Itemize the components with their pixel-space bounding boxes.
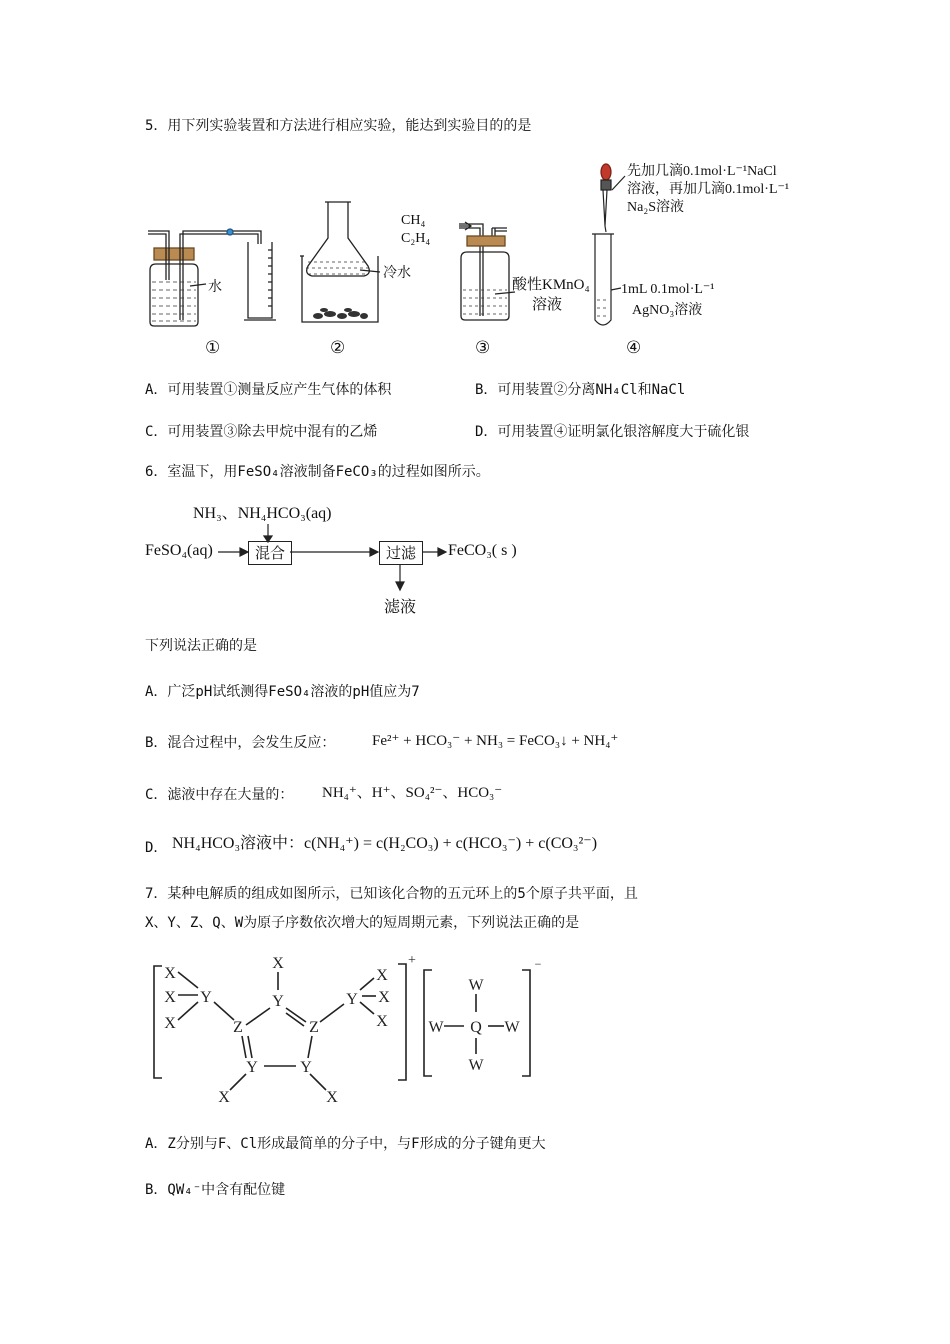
- q6-option-d-equation: NH₄HCO₃溶液中：c(NH₄⁺) = c(H₂CO₃) + c(HCO₃⁻) + c(CO₃²⁻): [172, 835, 598, 852]
- dropper-label-3: Na₂S溶液: [627, 200, 684, 215]
- atom-y: Y: [346, 991, 358, 1008]
- c2h4-label: C₂H₄: [401, 231, 431, 246]
- atom-y: Y: [300, 1059, 312, 1076]
- atom-x: X: [164, 989, 176, 1006]
- flow-product: FeCO₃( s ): [448, 542, 517, 559]
- atom-x: X: [376, 967, 388, 984]
- q5-option-d: D．可用装置④证明氯化银溶解度大于硫化银: [475, 424, 750, 440]
- flow-filter-box: 过滤: [379, 541, 423, 565]
- q7-option-a: A．Z分别与F、Cl形成最简单的分子中，与F形成的分子键角更大: [145, 1136, 546, 1152]
- atom-x: X: [164, 965, 176, 982]
- apparatus-number-4: ④: [626, 338, 642, 357]
- q5-option-b: B．可用装置②分离NH₄Cl和NaCl: [475, 382, 686, 398]
- atom-x: X: [326, 1089, 338, 1106]
- ch4-label: CH₄: [401, 213, 426, 228]
- atom-x: X: [272, 955, 284, 972]
- atom-z: Z: [233, 1019, 243, 1036]
- dropper-label-2: 溶液，再加几滴0.1mol·L⁻¹: [627, 182, 790, 197]
- atom-x: X: [378, 989, 390, 1006]
- q7-stem-2: X、Y、Z、Q、W为原子序数依次增大的短周期元素，下列说法正确的是: [145, 915, 580, 931]
- atom-w: W: [468, 977, 484, 994]
- q6-option-c-ions: NH₄⁺、H⁺、SO₄²⁻、HCO₃⁻: [322, 785, 503, 801]
- dropper-label-1: 先加几滴0.1mol·L⁻¹NaCl: [627, 164, 777, 179]
- q7-stem-1: 7．某种电解质的组成如图所示，已知该化合物的五元环上的5个原子共平面，且: [145, 886, 638, 902]
- atom-w: W: [504, 1019, 520, 1036]
- apparatus-number-1: ①: [205, 338, 221, 357]
- atom-w: W: [468, 1057, 484, 1074]
- flow-filtrate: 滤液: [384, 599, 417, 616]
- cold-water-label: 冷水: [383, 266, 411, 281]
- q5-option-a: A．可用装置①测量反应产生气体的体积: [145, 382, 392, 398]
- q6-prompt: 下列说法正确的是: [145, 638, 257, 654]
- water-label: 水: [208, 280, 222, 295]
- q5-stem: 5．用下列实验装置和方法进行相应实验，能达到实验目的的是: [145, 118, 532, 134]
- q7-structure-diagram: [140, 950, 550, 1110]
- anion-charge: −: [534, 957, 542, 971]
- q6-stem: 6．室温下，用FeSO₄溶液制备FeCO₃的过程如图所示。: [145, 464, 490, 480]
- test-tube-label-2: AgNO₃溶液: [632, 303, 703, 318]
- q6-option-a: A．广泛pH试纸测得FeSO₄溶液的pH值应为7: [145, 684, 420, 700]
- atom-y: Y: [200, 989, 212, 1006]
- flow-reagents: NH₃、NH₄HCO₃(aq): [193, 505, 332, 522]
- atom-x: X: [218, 1089, 230, 1106]
- atom-y: Y: [272, 993, 284, 1010]
- kmno4-label-2: 溶液: [532, 297, 563, 313]
- kmno4-label-1: 酸性KMnO₄: [512, 277, 590, 293]
- apparatus-number-3: ③: [475, 338, 491, 357]
- flow-mix-box: 混合: [248, 541, 292, 565]
- atom-w: W: [428, 1019, 444, 1036]
- apparatus-2-flask-beaker: [298, 196, 388, 326]
- atom-x: X: [376, 1013, 388, 1030]
- q5-option-c: C．可用装置③除去甲烷中混有的乙烯: [145, 424, 378, 440]
- q7-option-b: B．QW₄⁻中含有配位键: [145, 1182, 286, 1198]
- atom-y: Y: [246, 1059, 258, 1076]
- flow-start: FeSO₄(aq): [145, 542, 213, 559]
- apparatus-3-wash-bottle: [435, 220, 515, 325]
- atom-x: X: [164, 1015, 176, 1032]
- q6-option-c-prefix: C．滤液中存在大量的：: [145, 787, 294, 803]
- cation-charge: +: [408, 953, 416, 968]
- q6-option-b-equation: Fe²⁺ + HCO₃⁻ + NH₃ = FeCO₃↓ + NH₄⁺: [372, 733, 619, 749]
- q6-option-b-prefix: B．混合过程中，会发生反应：: [145, 735, 336, 751]
- atom-z: Z: [309, 1019, 319, 1036]
- test-tube-label-1: 1mL 0.1mol·L⁻¹: [621, 282, 715, 297]
- q6-option-d-prefix: D．: [145, 840, 168, 856]
- apparatus-number-2: ②: [330, 338, 346, 357]
- atom-q: Q: [470, 1019, 482, 1036]
